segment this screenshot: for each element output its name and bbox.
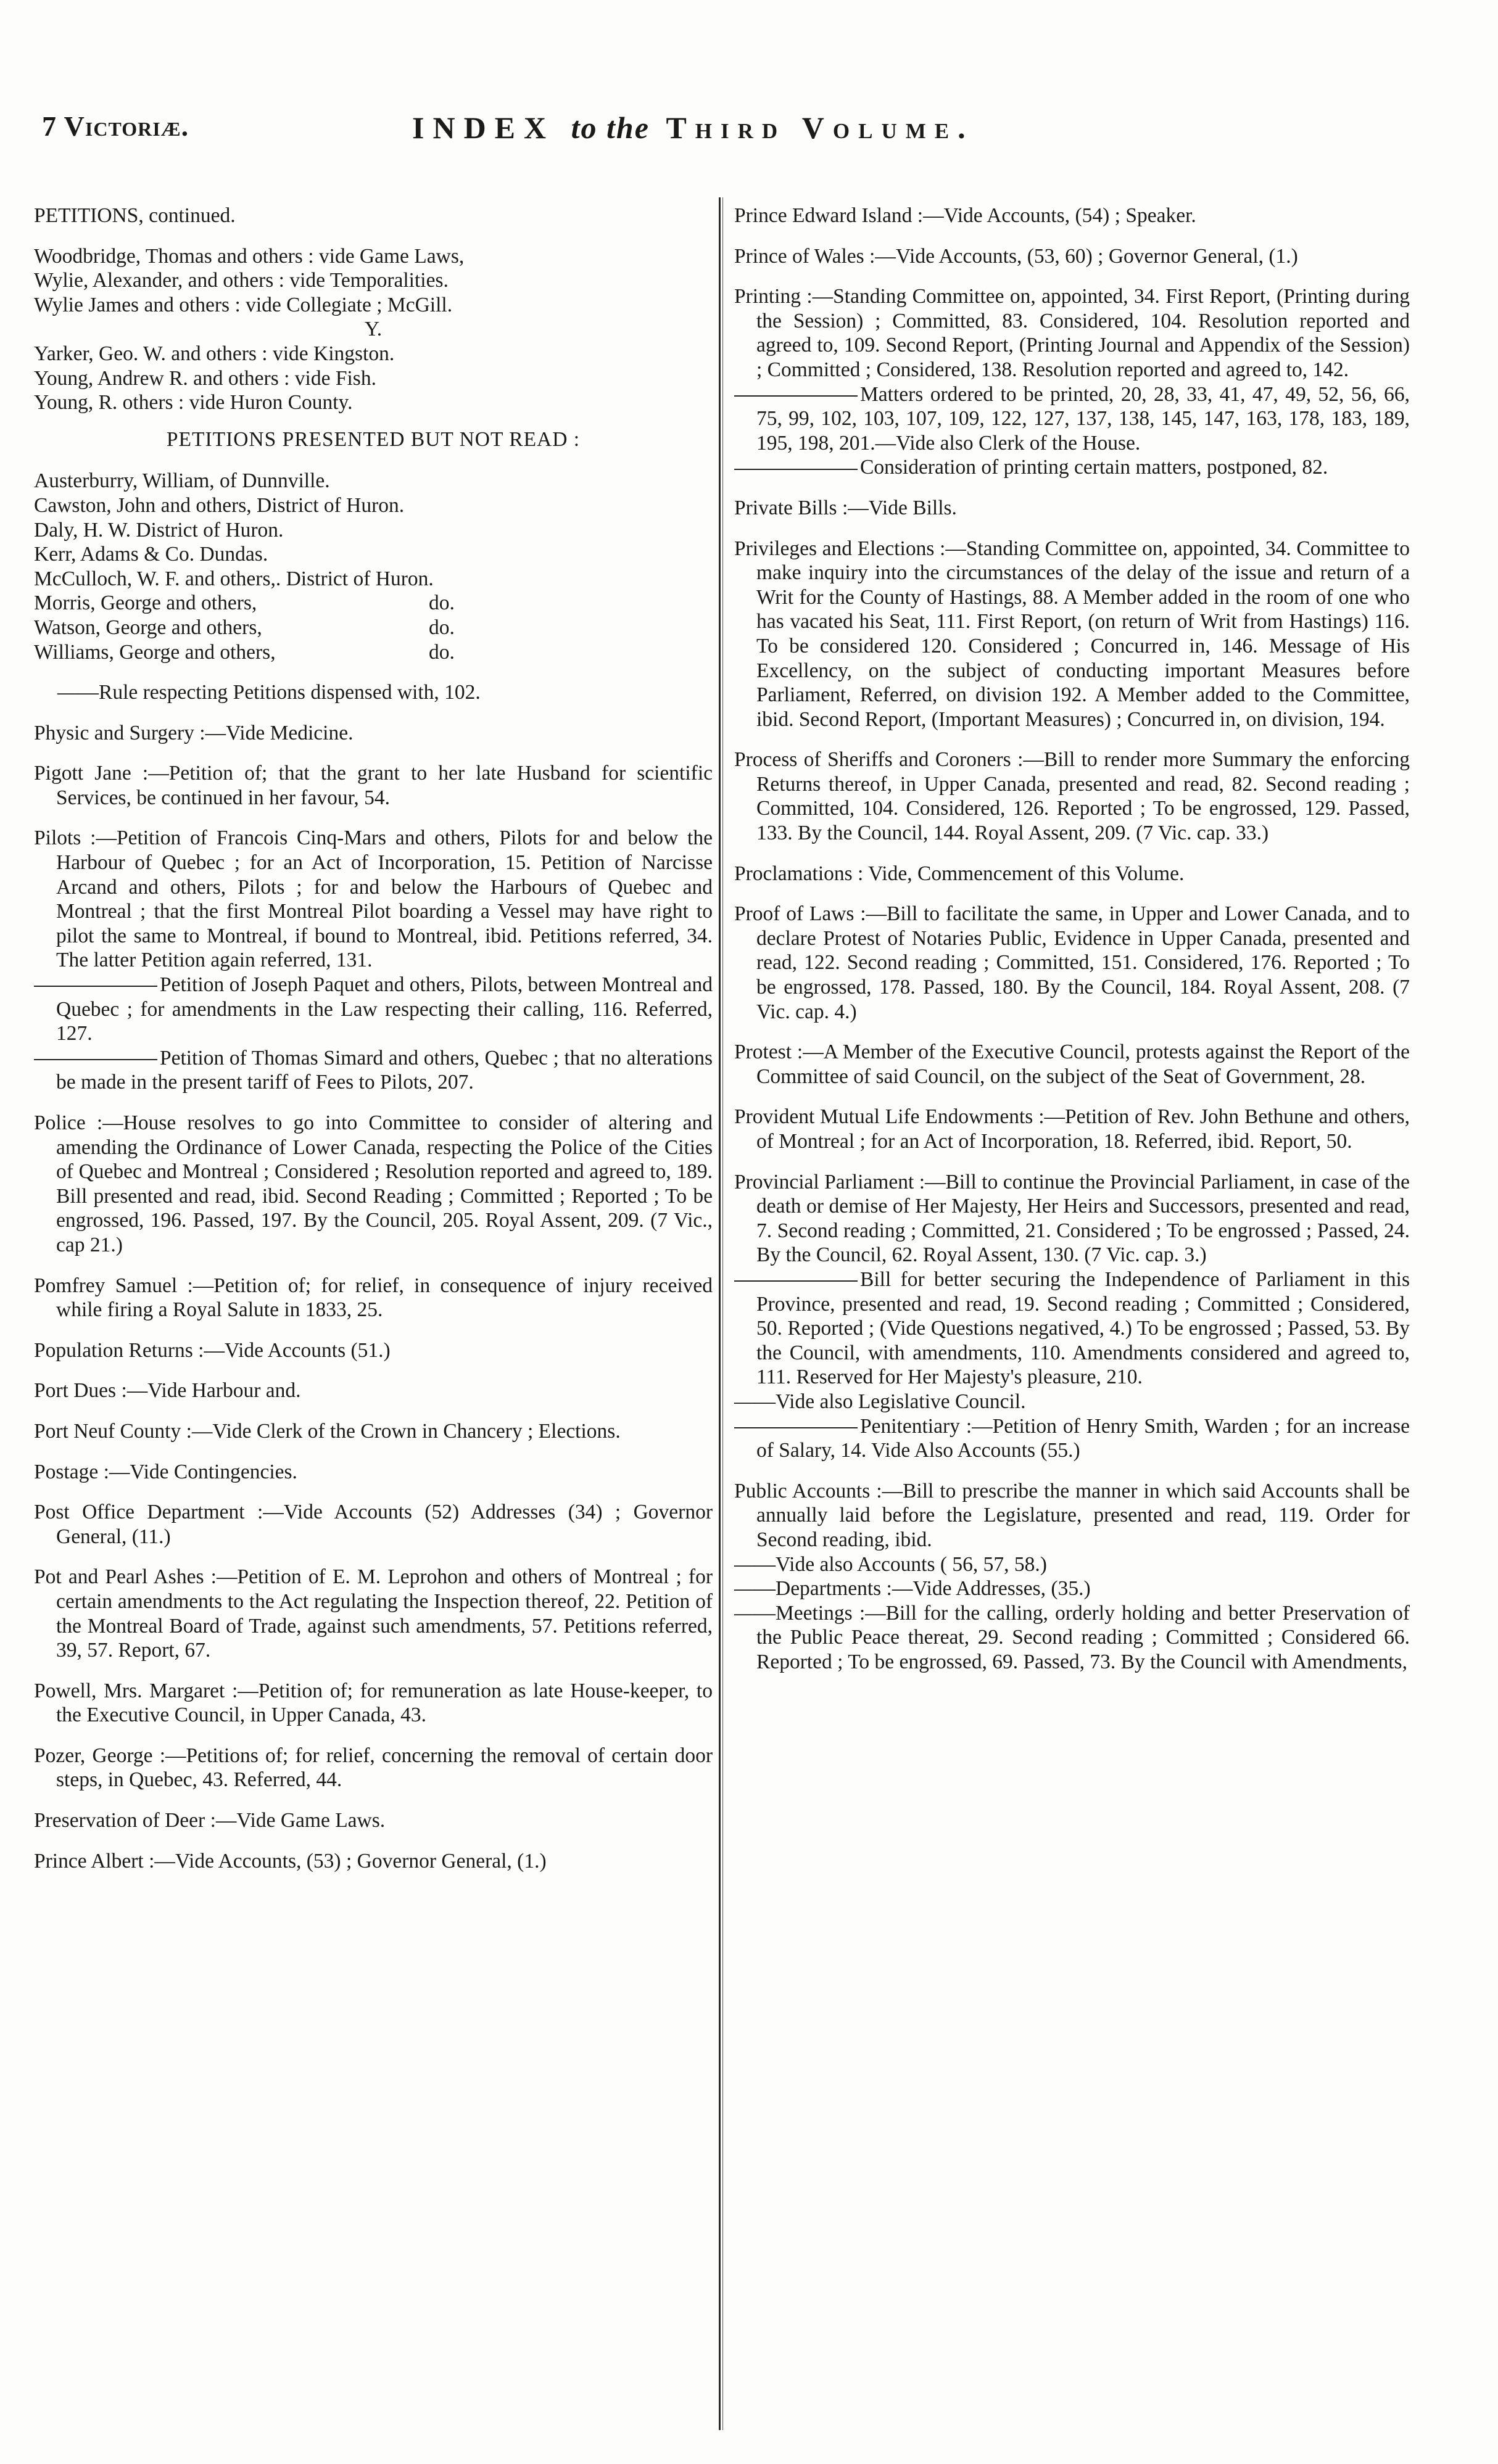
index-entry: Port Dues :—Vide Harbour and.: [34, 1379, 301, 1403]
index-entry: Post Office Department :—Vide Accounts (52) Addresses (34) ; Governor General, (11.): [34, 1501, 713, 1548]
index-entry: Woodbridge, Thomas and others : vide Game Laws,: [34, 244, 465, 268]
index-entry: Prince of Wales :—Vide Accounts, (53, 60) ; Governor General, (1.): [734, 244, 1298, 268]
petition-list-item: [34, 616, 713, 640]
index-entry: Powell, Mrs. Margaret :—Petition of; for remuneration as late House-keeper, to the Executive Council, in Upper Canada, 43.: [34, 1679, 713, 1727]
petitioner-name: Morris, George and others,: [34, 591, 257, 615]
index-entry: Pomfrey Samuel :—Petition of; for relief, in consequence of injury received while firing a Royal Salute in 1833, 25.: [34, 1274, 713, 1322]
index-entry: Young, R. others : vide Huron County.: [34, 391, 353, 414]
running-header: [42, 110, 1455, 153]
entry-text: Penitentiary :—Petition of Henry Smith, Warden ; for an increase of Salary, 14. Vide Also Accounts (55.): [756, 1414, 1410, 1462]
petition-list-item: McCulloch, W. F. and others,. District of Huron.: [34, 567, 434, 590]
index-entry: Prince Edward Island :—Vide Accounts, (54) ; Speaker.: [734, 204, 1196, 227]
letter-heading-y: Y.: [364, 318, 383, 341]
index-entry: Pigott Jane :—Petition of; that the grant to her late Husband for scientific Services, be continued in her favour, 54.: [34, 762, 713, 809]
column-divider: [719, 197, 721, 2430]
index-entry: Wylie, Alexander, and others : vide Temporalities.: [34, 269, 449, 292]
index-entry: Wylie James and others : vide Collegiate ; McGill.: [34, 293, 453, 316]
header-title-volume: Third Volume.: [666, 110, 974, 145]
entry-text: Petition of Joseph Paquet and others, Pilots, between Montreal and Quebec ; for amendments in the Law respecting their calling, 116. Referred, 127.: [56, 973, 713, 1045]
ditto-mark: do.: [429, 640, 455, 664]
petition-list-item: Cawston, John and others, District of Huron.: [34, 493, 405, 517]
em-rule: [34, 1059, 157, 1060]
header-title: [412, 110, 974, 146]
index-entry: ——Vide also Accounts ( 56, 57, 58.): [734, 1552, 1047, 1576]
petition-list-item: Kerr, Adams & Co. Dundas.: [34, 543, 268, 566]
index-entry: Printing :—Standing Committee on, appointed, 34. First Report, (Printing during the Session) ; Committed, 83. Considered, 104. Resolution reported and agreed to, 109. Second Report, (Printing Journal and Appendix of the Session) ; Committed ; Considered, 138. Resolution reported and agreed to, 142.: [734, 285, 1410, 381]
index-entry: Physic and Surgery :—Vide Medicine.: [34, 721, 354, 744]
em-rule: [34, 986, 157, 987]
index-entry: Privileges and Elections :—Standing Committee on, appointed, 34. Committee to make inquiry into the circumstances of the delay of the issue and return of a Writ for the County of Hastings, 88. A Member added in the room of one who has vacated his Seat, 111. First Report, (on return of Writ from Hastings) 116. To be considered 120. Considered ; Concurred in, 146. Message of His Excellency, on the subject of conducting important Measures before Parliament, Referred, on division 192. A Member added to the Committee, ibid. Second Report, (Important Measures) ; Concurred in, on division, 194.: [734, 537, 1410, 731]
right-column: [734, 204, 1410, 1674]
petition-list-item: Daly, H. W. District of Huron.: [34, 518, 284, 542]
entry-text: Bill for better securing the Independence of Parliament in this Province, presented and read, 19. Second reading ; Committed ; Considered, 50. Reported ; (Vide Questions negatived, 4.) To be engrossed ; Passed, 53. By the Council, with amendments, 110. Amendments considered and agreed to, 111. Reserved for Her Majesty's pleasure, 210.: [756, 1267, 1410, 1389]
index-entry: Proof of Laws :—Bill to facilitate the same, in Upper and Lower Canada, and to declare Protest of Notaries Public, Evidence in Upper Canada, presented and read, 122. Second reading ; Committed, 151. Considered, 176. Reported ; To be engrossed, 178. Passed, 180. By the Council, 184. Royal Assent, 208. (7 Vic. cap. 4.): [734, 902, 1410, 1023]
entry-text: Consideration of printing certain matters, postponed, 82.: [860, 456, 1328, 479]
index-entry: Police :—House resolves to go into Committee to consider of altering and amending the Ordinance of Lower Canada, respecting the Police of the Cities of Quebec and Montreal ; Considered ; Resolution reported and agreed to, 189. Bill presented and read, ibid. Second Reading ; Committed ; Reported ; To be engrossed, 196. Passed, 197. By the Council, 205. Royal Assent, 209. (7 Vic., cap 21.): [34, 1111, 713, 1256]
index-entry: Pozer, George :—Petitions of; for relief, concerning the removal of certain door steps, in Quebec, 43. Referred, 44.: [34, 1744, 713, 1792]
index-entry: ——Meetings :—Bill for the calling, orderly holding and better Preservation of the Public Peace thereat, 29. Second reading ; Committed ; Considered 66. Reported ; To be engrossed, 69. Passed, 73. By the Council with Amendments,: [734, 1601, 1410, 1673]
header-regnal-year: 7 Victoriæ.: [42, 110, 189, 142]
em-rule: [734, 1427, 858, 1428]
petitioner-name: Williams, George and others,: [34, 640, 276, 664]
entry-text: Matters ordered to be printed, 20, 28, 33, 41, 47, 49, 52, 56, 66, 75, 99, 102, 103, 107, 109, 122, 127, 137, 138, 145, 147, 163, 178, 183, 189, 195, 198, 201.—Vide also Clerk of the House.: [756, 382, 1410, 455]
petitioner-name: Watson, George and others,: [34, 616, 262, 639]
index-entry: Public Accounts :—Bill to prescribe the manner in which said Accounts shall be annually laid before the Legislature, presented and read, 119. Order for Second reading, ibid.: [734, 1479, 1410, 1551]
index-entry: Protest :—A Member of the Executive Council, protests against the Report of the Committee of said Council, on the subject of the Seat of Government, 28.: [734, 1040, 1410, 1088]
petition-list-item: Austerburry, William, of Dunnville.: [34, 469, 330, 493]
index-entry: Provincial Parliament :—Bill to continue the Provincial Parliament, in case of the death or demise of Her Majesty, Her Heirs and Successors, presented and read, 7. Second reading ; Committed, 21. Considered ; To be engrossed ; Passed, 24. By the Council, 62. Royal Assent, 130. (7 Vic. cap. 3.): [734, 1170, 1410, 1267]
index-entry: [34, 973, 713, 1046]
index-entry: Private Bills :—Vide Bills.: [734, 496, 957, 519]
left-column: [34, 204, 713, 1873]
em-rule: [734, 395, 858, 397]
index-entry: Pot and Pearl Ashes :—Petition of E. M. Leprohon and others of Montreal ; for certain amendments to the Act regulating the Inspection thereof, 22. Petition of the Montreal Board of Trade, against such amendments, 57. Petitions referred, 39, 57. Report, 67.: [34, 1565, 713, 1662]
index-entry: ——Departments :—Vide Addresses, (35.): [734, 1577, 1091, 1601]
index-entry: Pilots :—Petition of Francois Cinq-Mars and others, Pilots for and below the Harbour of Quebec ; for an Act of Incorporation, 15. Petition of Narcisse Arcand and others, Pilots ; for and below the Harbours of Quebec and Montreal ; that the first Montreal Pilot boarding a Vessel may have right to pilot the same to Montreal, if bound to Montreal, ibid. Petitions referred, 34. The latter Petition again referred, 131.: [34, 826, 713, 972]
index-entry: [734, 1414, 1410, 1463]
index-entry: ——Rule respecting Petitions dispensed with, 102.: [57, 681, 481, 704]
petition-list-item: [34, 591, 713, 616]
em-rule: [734, 469, 858, 470]
entry-text: Petition of Thomas Simard and others, Quebec ; that no alterations be made in the present tariff of Fees to Pilots, 207.: [56, 1046, 713, 1094]
index-entry: Population Returns :—Vide Accounts (51.): [34, 1338, 391, 1362]
em-rule: [734, 1280, 858, 1282]
subheading-not-read: PETITIONS PRESENTED BUT NOT READ :: [166, 427, 581, 451]
ditto-mark: do.: [429, 591, 455, 615]
header-title-index: INDEX: [412, 110, 555, 145]
index-entry: Postage :—Vide Contingencies.: [34, 1460, 297, 1483]
section-heading-petitions: PETITIONS, continued.: [34, 204, 236, 227]
ditto-mark: do.: [429, 616, 455, 639]
index-entry: Prince Albert :—Vide Accounts, (53) ; Governor General, (1.): [34, 1849, 547, 1873]
index-entry: [734, 382, 1410, 456]
index-entry: Provident Mutual Life Endowments :—Petition of Rev. John Bethune and others, of Montreal ; for an Act of Incorporation, 18. Referred, ibid. Report, 50.: [734, 1105, 1410, 1153]
index-entry: Yarker, Geo. W. and others : vide Kingston.: [34, 342, 395, 365]
index-entry: Port Neuf County :—Vide Clerk of the Crown in Chancery ; Elections.: [34, 1419, 621, 1443]
index-entry: Process of Sheriffs and Coroners :—Bill to render more Summary the enforcing Returns thereof, in Upper Canada, presented and read, 82. Second reading ; Committed, 104. Considered, 126. Reported ; To be engrossed, 129. Passed, 133. By the Council, 144. Royal Assent, 209. (7 Vic. cap. 33.): [734, 748, 1410, 845]
index-entry: Proclamations : Vide, Commencement of this Volume.: [734, 862, 1185, 885]
index-entry: [34, 1046, 713, 1095]
header-title-to-the: to the: [571, 110, 650, 145]
index-entry: [734, 1267, 1410, 1390]
index-entry: Young, Andrew R. and others : vide Fish.: [34, 366, 376, 390]
index-entry: Preservation of Deer :—Vide Game Laws.: [34, 1809, 386, 1832]
petition-list-item: [34, 640, 713, 665]
index-entry: ——Vide also Legislative Council.: [734, 1390, 1026, 1413]
index-entry: [734, 455, 1410, 480]
column-divider-inner: [722, 197, 723, 2430]
